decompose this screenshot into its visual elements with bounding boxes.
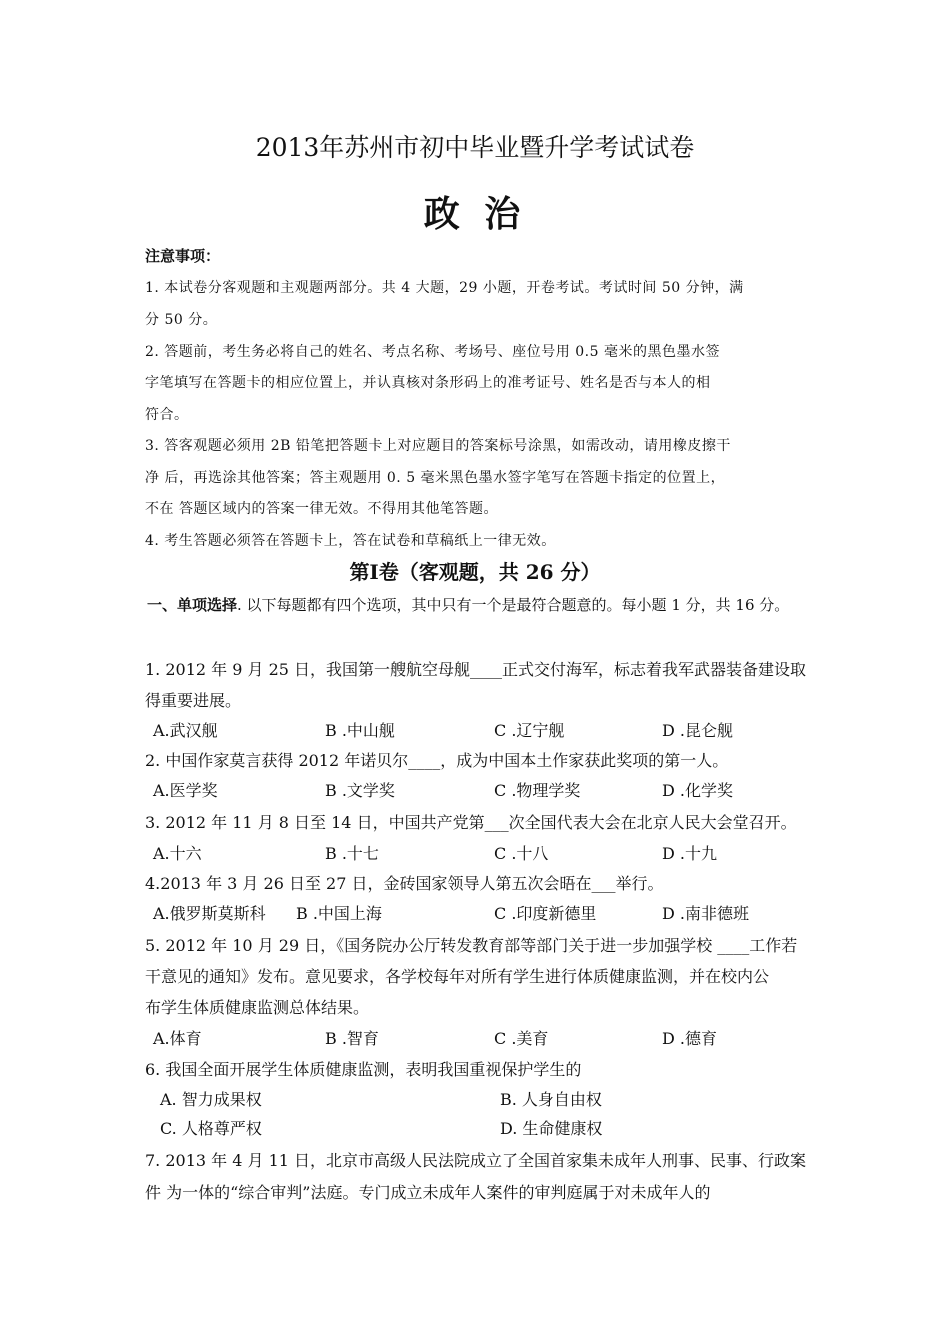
q4-option-a: A.俄罗斯莫斯科 (153, 904, 266, 923)
notice-line: 字笔填写在答题卡的相应位置上，并认真核对条形码上的准考证号、姓名是否与本人的相 (145, 375, 711, 391)
notice-line: 2. 答题前，考生务必将自己的姓名、考点名称、考场号、座位号用 0.5 毫米的黑色墨水签 (145, 344, 720, 360)
q5-option-a: A.体育 (153, 1029, 202, 1048)
instruction-text: . 以下每题都有四个选项，其中只有一个是最符合题意的。每小题 1 分，共 16 分。 (237, 596, 790, 614)
q5-option-c: C .美育 (494, 1029, 549, 1048)
q1-option-a: A.武汉舰 (153, 721, 218, 740)
question-5-line: 布学生体质健康监测总体结果。 (145, 998, 370, 1017)
q6-option-d: D. 生命健康权 (500, 1119, 603, 1138)
notice-line: 净 后，再选涂其他答案；答主观题用 0. 5 毫米黑色墨水签字笔写在答题卡指定的位置上， (145, 470, 726, 486)
q2-option-a: A.医学奖 (153, 781, 218, 800)
q4-option-b: B .中国上海 (296, 904, 382, 923)
q1-option-c: C .辽宁舰 (494, 721, 565, 740)
question-4-line: 4.2013 年 3 月 26 日至 27 日，金砖国家领导人第五次会晤在___举行。 (145, 874, 664, 893)
q2-option-c: C .物理学奖 (494, 781, 581, 800)
question-5-line: 5. 2012 年 10 月 29 日，《国务院办公厅转发教育部等部门关于进一步加强学校 ____工作若 (145, 936, 798, 955)
q3-option-c: C .十八 (494, 844, 549, 863)
section-title: 第Ⅰ卷（客观题，共 26 分） (349, 560, 601, 584)
notice-line: 3. 答客观题必须用 2B 铅笔把答题卡上对应题目的答案标号涂黑，如需改动，请用橡皮擦干 (145, 438, 731, 454)
notice-line: 分 50 分。 (145, 312, 218, 328)
q1-option-d: D .昆仑舰 (662, 721, 734, 740)
q3-option-d: D .十九 (662, 844, 718, 863)
notice-line: 符合。 (145, 407, 189, 423)
q3-option-b: B .十七 (325, 844, 379, 863)
q4-option-c: C .印度新德里 (494, 904, 597, 923)
q2-option-b: B .文学奖 (325, 781, 395, 800)
q6-option-b: B. 人身自由权 (500, 1090, 602, 1109)
question-1-line: 得重要进展。 (145, 691, 242, 710)
exam-title: 2013年苏州市初中毕业暨升学考试试卷 (255, 133, 695, 162)
q3-option-a: A.十六 (153, 844, 202, 863)
section-instruction (147, 594, 789, 615)
question-5-line: 干意见的通知》发布。意见要求，各学校每年对所有学生进行体质健康监测，并在校内公 (145, 967, 770, 986)
instruction-bold: 一、单项选择 (147, 596, 238, 614)
notice-line: 4. 考生答题必须答在答题卡上，答在试卷和草稿纸上一律无效。 (145, 533, 556, 549)
notice-line: 1. 本试卷分客观题和主观题两部分。共 4 大题，29 小题，开卷考试。考试时间 50 分钟，满 (145, 280, 744, 296)
question-2-line: 2. 中国作家莫言获得 2012 年诺贝尔____，成为中国本土作家获此奖项的第一人。 (145, 751, 729, 770)
q1-option-b: B .中山舰 (325, 721, 395, 740)
notice-line: 不在 答题区域内的答案一律无效。不得用其他笔答题。 (145, 501, 498, 517)
q6-option-c: C. 人格尊严权 (160, 1119, 262, 1138)
question-7-line: 7. 2013 年 4 月 11 日，北京市高级人民法院成立了全国首家集未成年人刑事、民事、行政案 (145, 1151, 807, 1170)
q2-option-d: D .化学奖 (662, 781, 734, 800)
q5-option-d: D .德育 (662, 1029, 718, 1048)
subject-title: 政 治 (423, 193, 527, 235)
notice-heading: 注意事项： (145, 247, 221, 265)
question-7-line: 件 为一体的“综合审判”法庭。专门成立未成年人案件的审判庭属于对未成年人的 (145, 1183, 711, 1202)
question-1-line: 1. 2012 年 9 月 25 日，我国第一艘航空母舰____正式交付海军，标志着我军武器装备建设取 (145, 660, 807, 679)
q4-option-d: D .南非德班 (662, 904, 750, 923)
question-6-line: 6. 我国全面开展学生体质健康监测，表明我国重视保护学生的 (145, 1060, 582, 1079)
q6-option-a: A. 智力成果权 (160, 1090, 262, 1109)
question-3-line: 3. 2012 年 11 月 8 日至 14 日，中国共产党第___次全国代表大会在北京人民大会堂召开。 (145, 813, 797, 832)
q5-option-b: B .智育 (325, 1029, 379, 1048)
